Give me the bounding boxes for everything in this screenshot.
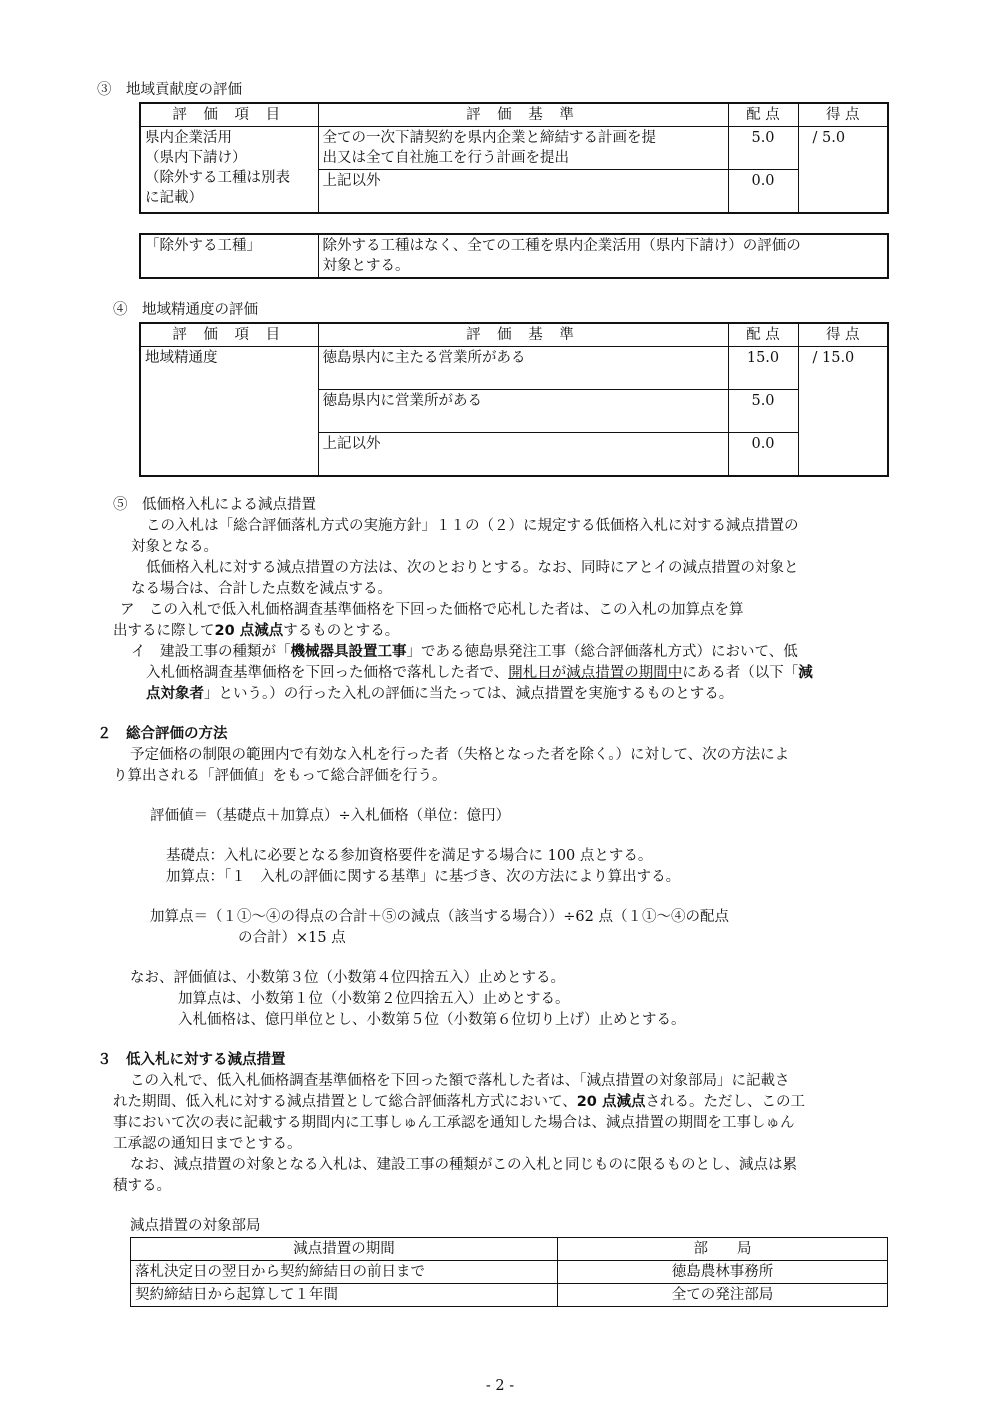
department-cell: 全ての発注部局: [558, 1284, 888, 1307]
header-points: 配 点: [728, 323, 798, 347]
header-points: 配 点: [728, 103, 798, 127]
table-row: [140, 234, 888, 278]
item-a-line2: 出するに際して20 点減点するものとする。: [113, 623, 400, 639]
criteria-cell: 全ての一次下請契約を県内企業と締結する計画を提 出又は全て自社施工を行う計画を提出: [318, 127, 728, 170]
criteria-cell: 徳島県内に主たる営業所がある: [318, 347, 728, 390]
regional-familiarity-table: [139, 322, 889, 477]
sec5-paragraph1-line1: この入札は「総合評価落札方式の実施方針」１１の（２）に規定する低価格入札に対する減点措置の: [146, 518, 799, 534]
rounding-note-3: 入札価格は、億円単位とし、小数第５位（小数第６位切り上げ）止めとする。: [178, 1012, 686, 1028]
department-cell: 徳島農林事務所: [558, 1261, 888, 1284]
target-department-table: [130, 1237, 888, 1307]
section-3-heading: ３ 低入札に対する減点措置: [97, 1052, 286, 1068]
added-points-formula-line2: の合計）×15 点: [238, 930, 346, 946]
points-cell: 15.0: [728, 347, 798, 390]
rounding-note-1: なお、評価値は、小数第３位（小数第４位四捨五入）止めとする。: [130, 970, 565, 986]
added-points-formula-line1: 加算点＝（１①～④の得点の合計＋⑤の減点（該当する場合））÷62 点（１①～④の配点: [150, 909, 729, 925]
sec5-paragraph2-line2: なる場合は、合計した点数を減点する。: [131, 581, 392, 597]
header-score: 得 点: [798, 323, 888, 347]
score-cell: / 5.0: [798, 127, 888, 214]
points-cell: 0.0: [728, 170, 798, 214]
sec3-line1: この入札で、低入札価格調査基準価格を下回った額で落札した者は、「減点措置の対象部局」に記載さ: [130, 1073, 790, 1089]
points-cell: 5.0: [728, 390, 798, 433]
criteria-cell: 上記以外: [318, 170, 728, 214]
sec2-paragraph-line2: り算出される「評価値」をもって総合評価を行う。: [113, 768, 447, 784]
section3-heading: ③ 地域貢献度の評価: [97, 82, 242, 98]
header-department: 部 局: [558, 1238, 888, 1261]
header-item: 評 価 項 目: [140, 323, 318, 347]
section5-heading: ⑤ 低価格入札による減点措置: [113, 497, 316, 513]
item-i-line3: 点対象者」という。）の行った入札の評価に当たっては、減点措置を実施するものとする。: [146, 686, 734, 702]
page-number: - 2 -: [485, 1378, 515, 1394]
sec5-paragraph2-line1: 低価格入札に対する減点措置の方法は、次のとおりとする。なお、同時にアとイの減点措置の対象と: [146, 560, 799, 576]
table-row: [140, 127, 888, 170]
evaluation-formula: 評価値＝（基礎点＋加算点）÷入札価格（単位：億円）: [150, 808, 511, 824]
header-item: 評 価 項 目: [140, 103, 318, 127]
table-header-row: [131, 1238, 888, 1261]
sec2-paragraph-line1: 予定価格の制限の範囲内で有効な入札を行った者（失格となった者を除く。）に対して、次の方法によ: [130, 747, 790, 763]
table-header-row: [140, 103, 888, 127]
excluded-trades-value: 除外する工種はなく、全ての工種を県内企業活用（県内下請け）の評価の 対象とする。: [318, 234, 888, 278]
points-cell: 0.0: [728, 433, 798, 477]
score-cell: / 15.0: [798, 347, 888, 477]
criteria-cell: 上記以外: [318, 433, 728, 477]
target-dept-table-title: 減点措置の対象部局: [130, 1218, 261, 1234]
excluded-trades-label: 「除外する工種」: [140, 234, 318, 278]
excluded-trades-table: [139, 233, 889, 279]
sec3-line3: 事において次の表に記載する期間内に工事しゅん工承認を通知した場合は、減点措置の期間を工事しゅん: [113, 1115, 795, 1131]
section4-heading: ④ 地域精通度の評価: [113, 302, 258, 318]
item-a-line1: ア この入札で低入札価格調査基準価格を下回った価格で応札した者は、この入札の加算点を算: [120, 602, 744, 618]
header-score: 得 点: [798, 103, 888, 127]
table-row: [140, 347, 888, 390]
added-points-text: 加算点：「１ 入札の評価に関する基準」に基づき、次の方法により算出する。: [166, 869, 681, 885]
item-i-line1: イ 建設工事の種類が「機械器具設置工事」である徳島県発注工事（総合評価落札方式）において、低: [131, 644, 798, 660]
period-cell: 落札決定日の翌日から契約締結日の前日まで: [131, 1261, 558, 1284]
item-cell: 県内企業活用 （県内下請け） （除外する工種は別表 に記載）: [140, 127, 318, 214]
sec3-line6: 積する。: [113, 1178, 171, 1194]
table-header-row: [140, 323, 888, 347]
item-i-line2: 入札価格調査基準価格を下回った価格で落札した者で、開札日が減点措置の期間中にある者（以下「減: [146, 665, 813, 681]
sec5-paragraph1-line2: 対象となる。: [131, 539, 218, 555]
period-cell: 契約締結日から起算して１年間: [131, 1284, 558, 1307]
points-cell: 5.0: [728, 127, 798, 170]
table-row: [131, 1284, 888, 1307]
table-row: [131, 1261, 888, 1284]
basic-points-text: 基礎点：入札に必要となる参加資格要件を満足する場合に 100 点とする。: [166, 848, 653, 864]
criteria-cell: 徳島県内に営業所がある: [318, 390, 728, 433]
item-cell: 地域精通度: [140, 347, 318, 477]
rounding-note-2: 加算点は、小数第１位（小数第２位四捨五入）止めとする。: [178, 991, 570, 1007]
header-criteria: 評 価 基 準: [318, 103, 728, 127]
header-criteria: 評 価 基 準: [318, 323, 728, 347]
sec3-line2: れた期間、低入札に対する減点措置として総合評価落札方式において、20 点減点される。ただし、この工: [113, 1094, 805, 1110]
regional-contribution-table: [139, 102, 889, 214]
sec3-line4: 工承認の通知日までとする。: [113, 1136, 302, 1152]
header-period: 減点措置の期間: [131, 1238, 558, 1261]
section-2-heading: ２ 総合評価の方法: [97, 726, 228, 742]
sec3-line5: なお、減点措置の対象となる入札は、建設工事の種類がこの入札と同じものに限るものとし、減点は累: [130, 1157, 797, 1173]
